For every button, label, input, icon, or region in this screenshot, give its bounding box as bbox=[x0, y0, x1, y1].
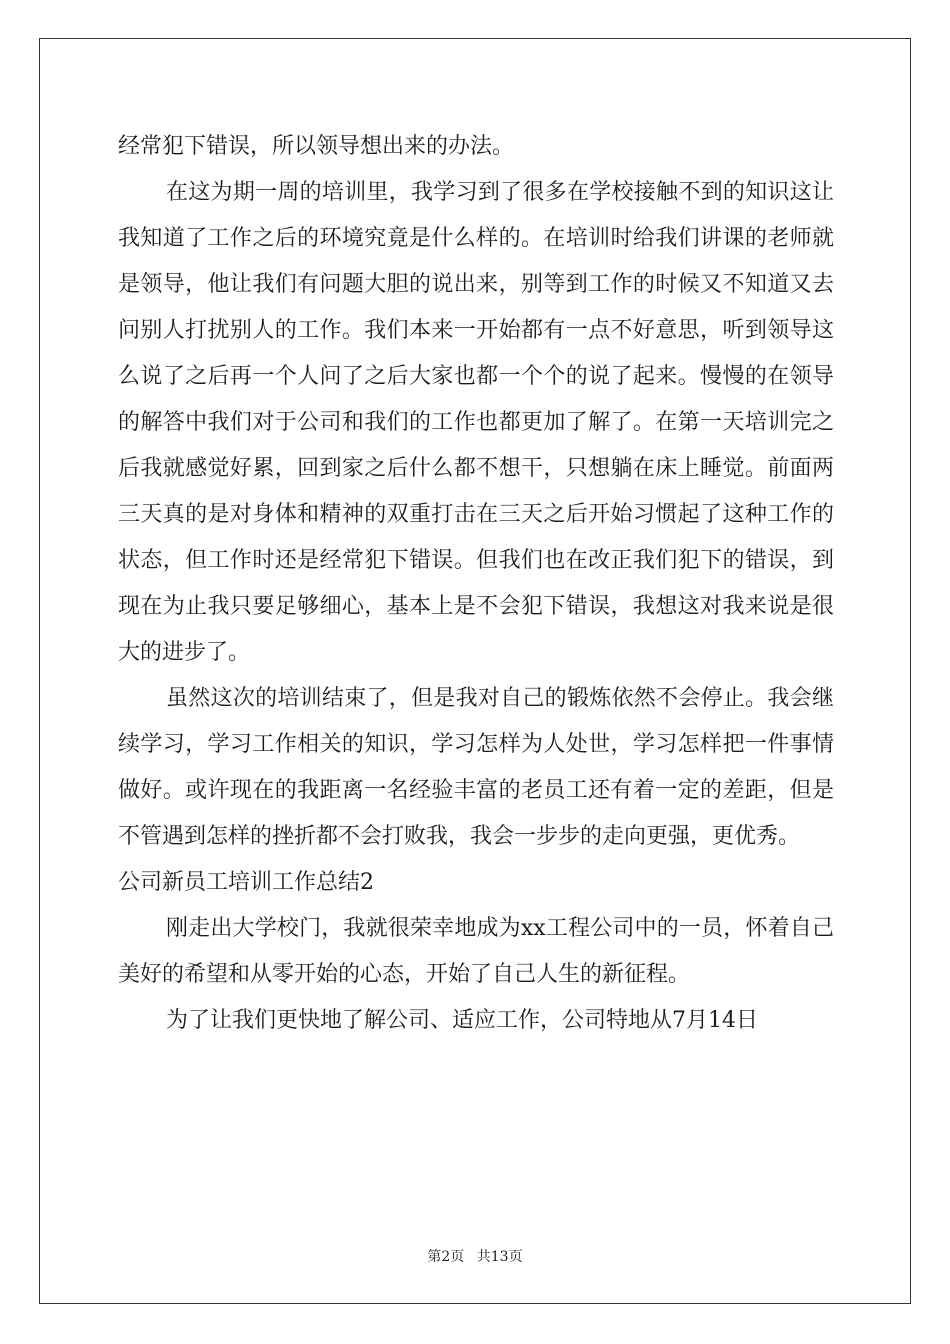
paragraph-4: 刚走出大学校门，我就很荣幸地成为xx工程公司中的一员，怀着自己美好的希望和从零开始的心态，开始了自己人生的新征程。 bbox=[118, 916, 834, 987]
page-number: 第2页 bbox=[427, 1249, 465, 1265]
page-total: 共13页 bbox=[476, 1249, 523, 1265]
paragraph-1: 经常犯下错误，所以领导想出来的办法。 bbox=[118, 134, 515, 159]
page-footer bbox=[0, 1246, 950, 1266]
section-heading: 公司新员工培训工作总结2 bbox=[118, 870, 374, 895]
paragraph-3: 虽然这次的培训结束了，但是我对自己的锻炼依然不会停止。我会继续学习，学习工作相关的知识，学习怎样为人处世，学习怎样把一件事情做好。或许现在的我距离一名经验丰富的老员工还有着一定的差距，但是不管遇到怎样的挫折都不会打败我，我会一步步的走向更强，更优秀。 bbox=[118, 686, 834, 849]
paragraph-2: 在这为期一周的培训里，我学习到了很多在学校接触不到的知识这让我知道了工作之后的环境究竟是什么样的。在培训时给我们讲课的老师就是领导，他让我们有问题大胆的说出来，别等到工作的时候又不知道又去问别人打扰别人的工作。我们本来一开始都有一点不好意思，听到领导这么说了之后再一个人问了之后大家也都一个个的说了起来。慢慢的在领导的解答中我们对于公司和我们的工作也都更加了解了。在第一天培训完之后我就感觉好累，回到家之后什么都不想干，只想躺在床上睡觉。前面两三天真的是对身体和精神的双重打击在三天之后开始习惯起了这种工作的状态，但工作时还是经常犯下错误。但我们也在改正我们犯下的错误，到现在为止我只要足够细心，基本上是不会犯下错误，我想这对我来说是很大的进步了。 bbox=[118, 180, 834, 665]
document-body bbox=[118, 124, 834, 1044]
paragraph-5: 为了让我们更快地了解公司、适应工作，公司特地从7月14日 bbox=[166, 1008, 758, 1033]
